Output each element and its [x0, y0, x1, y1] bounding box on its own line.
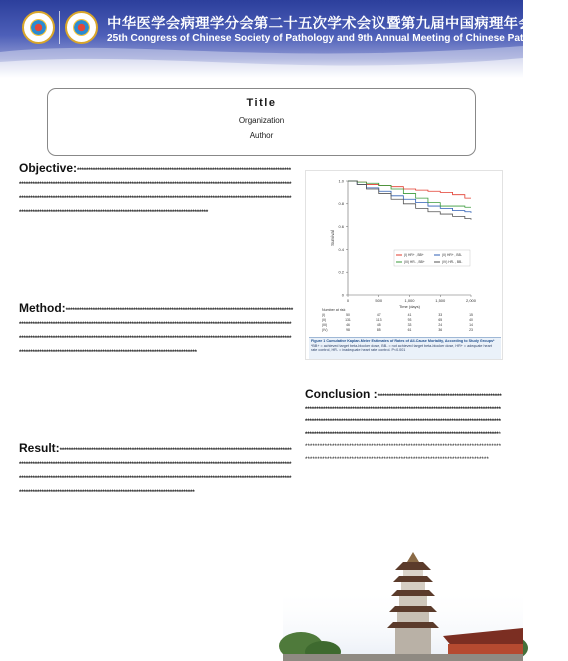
legend-entry-label: (I) HR+ , BB+ [404, 253, 424, 258]
header-banner [0, 0, 568, 78]
y-tick-label: 1.0 [338, 178, 344, 184]
conclusion-section[interactable] [305, 388, 503, 574]
survival-figure[interactable] [305, 170, 503, 360]
y-axis-label: Survival [330, 230, 335, 246]
risk-table-value: 14 [469, 323, 473, 327]
risk-table-value: 131 [345, 318, 351, 322]
risk-table-value: 24 [438, 323, 443, 327]
survival-chart [306, 171, 504, 337]
conclusion-body: *************************************************************************************************************************************************************************************************************************************************************************************************************************** [305, 393, 502, 438]
figure-caption-title: Figure 1 Cumulative Kaplan-Meier Estimates of Rates of All-Cause Mortality, According to Study Groups* [311, 339, 495, 343]
result-body: *************************************************************************************************************************************************************************************************************************************************************************************************************************************************************************************************************************************** [19, 447, 292, 496]
risk-table-header: Number at risk [322, 308, 346, 312]
method-heading: Method: [19, 301, 66, 315]
conclusion-heading: Conclusion : [305, 387, 378, 401]
poster-author[interactable]: Author [249, 131, 274, 140]
conclusion-body-tail: ************************************************************************************************************************************************************ [305, 430, 502, 463]
y-tick-label: 0.6 [338, 224, 344, 229]
y-tick-label: 0.8 [338, 201, 344, 207]
survival-curve-4 [348, 181, 471, 220]
banner-title-english [107, 33, 568, 44]
risk-table-value: 93 [407, 318, 412, 322]
objective-heading: Objective: [19, 161, 78, 175]
risk-table-group: (I) [322, 313, 326, 317]
congress-logo-icon [65, 11, 98, 44]
y-tick-label: 0 [341, 292, 344, 298]
x-tick-label: 1,500 [435, 298, 446, 303]
x-tick-label: 500 [375, 298, 383, 303]
y-tick-label: 0.2 [338, 269, 344, 275]
risk-table-value: 45 [376, 323, 381, 327]
y-tick-label: 0.4 [338, 246, 344, 252]
risk-table-value: 40 [469, 318, 473, 322]
society-logo-icon [22, 11, 55, 44]
poster-title-box [47, 88, 476, 156]
banner-title-english-text: 25th Congress of Chinese Society of Pathology and 9th Annual Meeting of Chinese Pathologists [107, 33, 568, 44]
pagoda-scene-image [283, 548, 523, 661]
result-section[interactable] [19, 442, 293, 572]
risk-table-value: 33 [407, 323, 412, 327]
objective-body: ************************************************************************************************************************************************************************************************************************************************************************************************************************************************************************************************************************************* [19, 167, 292, 216]
risk-table-value: 33 [438, 313, 443, 317]
x-axis-label: Time (days) [399, 304, 420, 309]
x-tick-label: 0 [346, 298, 350, 303]
legend-entry-label: (IV) HR- , BB- [442, 260, 463, 265]
x-tick-label: 2,000 [465, 298, 477, 303]
risk-table-value: 50 [346, 313, 350, 317]
risk-table-value: 47 [376, 313, 381, 317]
risk-table-value: 98 [346, 328, 350, 332]
method-section[interactable] [19, 302, 293, 432]
logo-divider [59, 11, 60, 44]
legend-entry-label: (II) HR+ , BB- [442, 253, 462, 258]
x-tick-label: 1,000 [404, 298, 415, 303]
method-body: ************************************************************************************************************************************************************************************************************************************************************************************************************************************************************************************************************************************** [19, 307, 293, 356]
risk-table-value: 61 [407, 328, 412, 332]
poster-title[interactable]: Title [246, 97, 277, 109]
risk-table-value: 15 [469, 313, 473, 317]
risk-table-value: 65 [438, 318, 443, 322]
banner-title-chinese: 中华医学会病理学分会第二十五次学术会议暨第九届中国病理年会 [107, 16, 534, 32]
risk-table-value: 23 [469, 328, 473, 332]
risk-table-value: 41 [407, 313, 412, 317]
figure-caption-note: *BB+ = achieved target beta-blocker dose, BB- = not achieved target beta-blocker dose, HR+ = adequate heart rate control, HR- = inadequate heart rate control. P<0.001 [311, 343, 492, 353]
risk-table-value: 46 [346, 323, 350, 327]
poster-organization[interactable]: Organization [238, 116, 285, 125]
figure-caption [309, 337, 501, 359]
risk-table-group: (III) [322, 323, 328, 327]
risk-table-value: 36 [438, 328, 443, 332]
risk-table-group: (IV) [322, 328, 328, 332]
objective-section[interactable] [19, 162, 293, 292]
legend-entry-label: (III) HR- , BB+ [404, 260, 425, 265]
risk-table-value: 85 [376, 328, 381, 332]
risk-table-value: 113 [376, 318, 382, 322]
result-heading: Result: [19, 441, 60, 455]
risk-table-group: (II) [322, 318, 327, 322]
